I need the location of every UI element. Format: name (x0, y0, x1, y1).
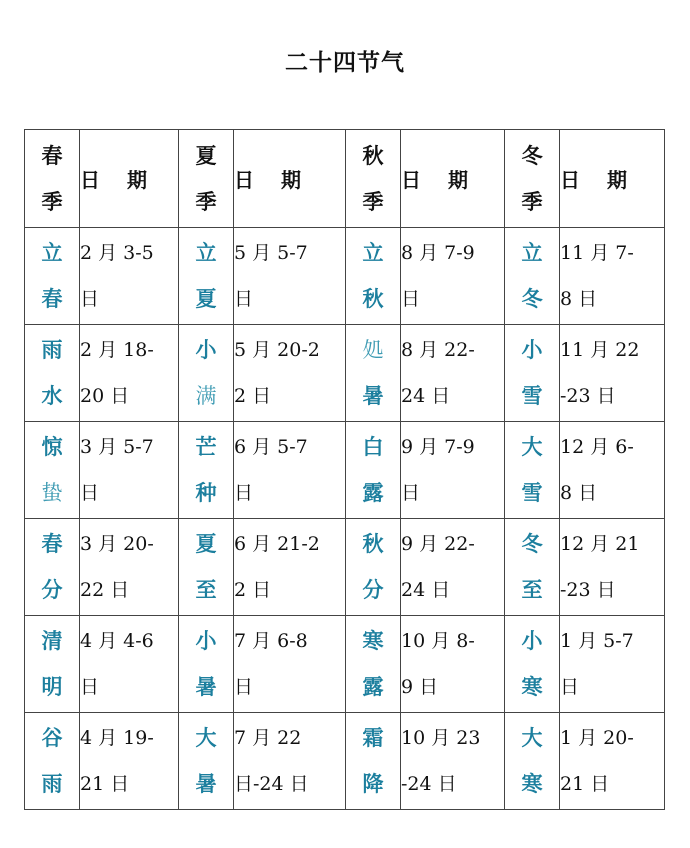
term-cell (179, 422, 234, 519)
date-cell (80, 325, 179, 422)
date-line: 日 (80, 482, 100, 504)
term-char: 雪 (521, 384, 543, 408)
date-line: 12 月 21 (560, 533, 640, 555)
date-line: 11 月 7- (560, 242, 634, 264)
date-line: 3 月 5-7 (80, 436, 154, 458)
date-line: 1 月 20- (560, 727, 634, 749)
date-line: 日 (234, 288, 254, 310)
date-cell (234, 519, 346, 616)
date-line: 2 日 (234, 579, 272, 601)
term-char: 立 (521, 241, 543, 265)
date-cell (401, 616, 505, 713)
date-cell (401, 519, 505, 616)
date-cell (401, 325, 505, 422)
date-line: -23 日 (560, 579, 616, 601)
date-line: 9 月 22- (401, 533, 475, 555)
term-cell (505, 325, 560, 422)
date-header: 日 期 (560, 130, 665, 228)
header-char: 冬 (521, 143, 543, 168)
term-char: 大 (521, 435, 543, 459)
date-header: 日 期 (234, 130, 346, 228)
season-header-winter (505, 130, 560, 228)
header-char: 夏 (195, 143, 217, 168)
date-line: 6 月 5-7 (234, 436, 308, 458)
term-cell (505, 422, 560, 519)
date-line: 2 月 3-5 (80, 242, 154, 264)
term-cell (25, 616, 80, 713)
date-cell (80, 228, 179, 325)
date-line: 4 月 19- (80, 727, 154, 749)
date-line: 6 月 21-2 (234, 533, 320, 555)
term-cell (25, 228, 80, 325)
term-char: 小 (195, 629, 217, 653)
term-char: 分 (41, 578, 63, 602)
term-cell (179, 325, 234, 422)
term-char: 寒 (362, 629, 384, 653)
term-cell (179, 713, 234, 810)
term-char: 至 (195, 578, 217, 602)
term-char: 水 (41, 384, 63, 408)
date-line: 9 日 (401, 676, 439, 698)
header-char: 季 (521, 189, 543, 214)
date-line: 8 日 (560, 482, 598, 504)
date-line: 日 (234, 676, 254, 698)
date-line: 日 (80, 288, 100, 310)
date-cell (560, 228, 665, 325)
date-line: 3 月 20- (80, 533, 154, 555)
date-line: 日 (560, 676, 580, 698)
term-cell (505, 228, 560, 325)
date-cell (80, 713, 179, 810)
table-row (25, 713, 665, 810)
header-char: 季 (41, 189, 63, 214)
term-char: 大 (521, 726, 543, 750)
term-cell (346, 325, 401, 422)
term-cell (25, 713, 80, 810)
term-char: 露 (362, 675, 384, 699)
date-cell (401, 228, 505, 325)
date-cell (80, 422, 179, 519)
term-cell (25, 519, 80, 616)
term-char: 寒 (521, 675, 543, 699)
term-char: 処 (362, 338, 384, 362)
term-cell (505, 519, 560, 616)
date-line: 2 月 18- (80, 339, 154, 361)
table-row (25, 422, 665, 519)
term-char: 寒 (521, 772, 543, 796)
date-line: 12 月 6- (560, 436, 634, 458)
term-cell (25, 422, 80, 519)
term-char: 雪 (521, 481, 543, 505)
date-cell (401, 422, 505, 519)
term-cell (25, 325, 80, 422)
date-cell (560, 616, 665, 713)
date-line: 7 月 6-8 (234, 630, 308, 652)
term-cell (346, 228, 401, 325)
date-header: 日 期 (80, 130, 179, 228)
term-char: 立 (195, 241, 217, 265)
term-char: 降 (362, 772, 384, 796)
term-char: 秋 (362, 532, 384, 556)
term-char: 春 (41, 287, 63, 311)
date-header: 日 期 (401, 130, 505, 228)
date-cell (80, 519, 179, 616)
date-line: 11 月 22 (560, 339, 640, 361)
term-char: 雨 (41, 338, 63, 362)
term-char: 霜 (362, 726, 384, 750)
term-cell (179, 616, 234, 713)
date-line: 日 (401, 482, 421, 504)
table-row (25, 325, 665, 422)
term-char: 芒 (195, 435, 217, 459)
table-row (25, 519, 665, 616)
term-char: 蛰 (41, 481, 63, 505)
header-char: 秋 (362, 143, 384, 168)
solar-terms-table (24, 129, 665, 810)
date-line: 8 日 (560, 288, 598, 310)
date-line: 22 日 (80, 579, 130, 601)
page-title: 二十四节气 (285, 50, 405, 76)
table-row (25, 616, 665, 713)
term-char: 种 (195, 481, 217, 505)
date-line: 24 日 (401, 579, 451, 601)
term-char: 暑 (362, 384, 384, 408)
date-cell (80, 616, 179, 713)
date-line: 8 月 7-9 (401, 242, 475, 264)
date-cell (234, 616, 346, 713)
term-cell (346, 422, 401, 519)
date-cell (234, 713, 346, 810)
date-line: 7 月 22 (234, 727, 302, 749)
term-cell (179, 228, 234, 325)
term-cell (346, 713, 401, 810)
term-char: 谷 (41, 726, 63, 750)
date-line: 10 月 23 (401, 727, 481, 749)
table-row (25, 228, 665, 325)
term-char: 冬 (521, 287, 543, 311)
term-char: 暑 (195, 772, 217, 796)
term-cell (179, 519, 234, 616)
term-char: 暑 (195, 675, 217, 699)
date-line: 24 日 (401, 385, 451, 407)
date-line: 10 月 8- (401, 630, 475, 652)
term-char: 夏 (195, 287, 217, 311)
term-char: 至 (521, 578, 543, 602)
term-char: 清 (41, 629, 63, 653)
date-line: 日 (234, 482, 254, 504)
date-line: 日 (401, 288, 421, 310)
term-char: 露 (362, 481, 384, 505)
date-cell (560, 519, 665, 616)
term-cell (346, 616, 401, 713)
term-char: 惊 (41, 435, 63, 459)
date-line: -24 日 (401, 773, 457, 795)
date-line: 4 月 4-6 (80, 630, 154, 652)
date-cell (234, 228, 346, 325)
term-char: 立 (41, 241, 63, 265)
date-cell (560, 422, 665, 519)
term-char: 立 (362, 241, 384, 265)
date-line: 日 (80, 676, 100, 698)
term-char: 分 (362, 578, 384, 602)
term-char: 大 (195, 726, 217, 750)
term-char: 春 (41, 532, 63, 556)
season-header-summer (179, 130, 234, 228)
date-line: 5 月 5-7 (234, 242, 308, 264)
header-row (25, 130, 665, 228)
date-cell (234, 422, 346, 519)
term-char: 小 (521, 629, 543, 653)
date-line: 20 日 (80, 385, 130, 407)
date-cell (560, 325, 665, 422)
header-char: 季 (195, 189, 217, 214)
date-cell (401, 713, 505, 810)
date-line: 21 日 (80, 773, 130, 795)
date-line: -23 日 (560, 385, 616, 407)
term-char: 满 (195, 384, 217, 408)
season-header-spring (25, 130, 80, 228)
date-line: 1 月 5-7 (560, 630, 634, 652)
term-char: 雨 (41, 772, 63, 796)
term-char: 白 (362, 435, 384, 459)
date-cell (234, 325, 346, 422)
date-line: 2 日 (234, 385, 272, 407)
header-char: 季 (362, 189, 384, 214)
date-cell (560, 713, 665, 810)
date-line: 日-24 日 (234, 773, 309, 795)
date-line: 5 月 20-2 (234, 339, 320, 361)
date-line: 8 月 22- (401, 339, 475, 361)
season-header-autumn (346, 130, 401, 228)
term-char: 夏 (195, 532, 217, 556)
term-cell (346, 519, 401, 616)
term-char: 小 (521, 338, 543, 362)
term-cell (505, 713, 560, 810)
term-char: 秋 (362, 287, 384, 311)
term-char: 小 (195, 338, 217, 362)
term-char: 冬 (521, 532, 543, 556)
term-char: 明 (41, 675, 63, 699)
term-cell (505, 616, 560, 713)
date-line: 9 月 7-9 (401, 436, 475, 458)
header-char: 春 (41, 143, 63, 168)
date-line: 21 日 (560, 773, 610, 795)
